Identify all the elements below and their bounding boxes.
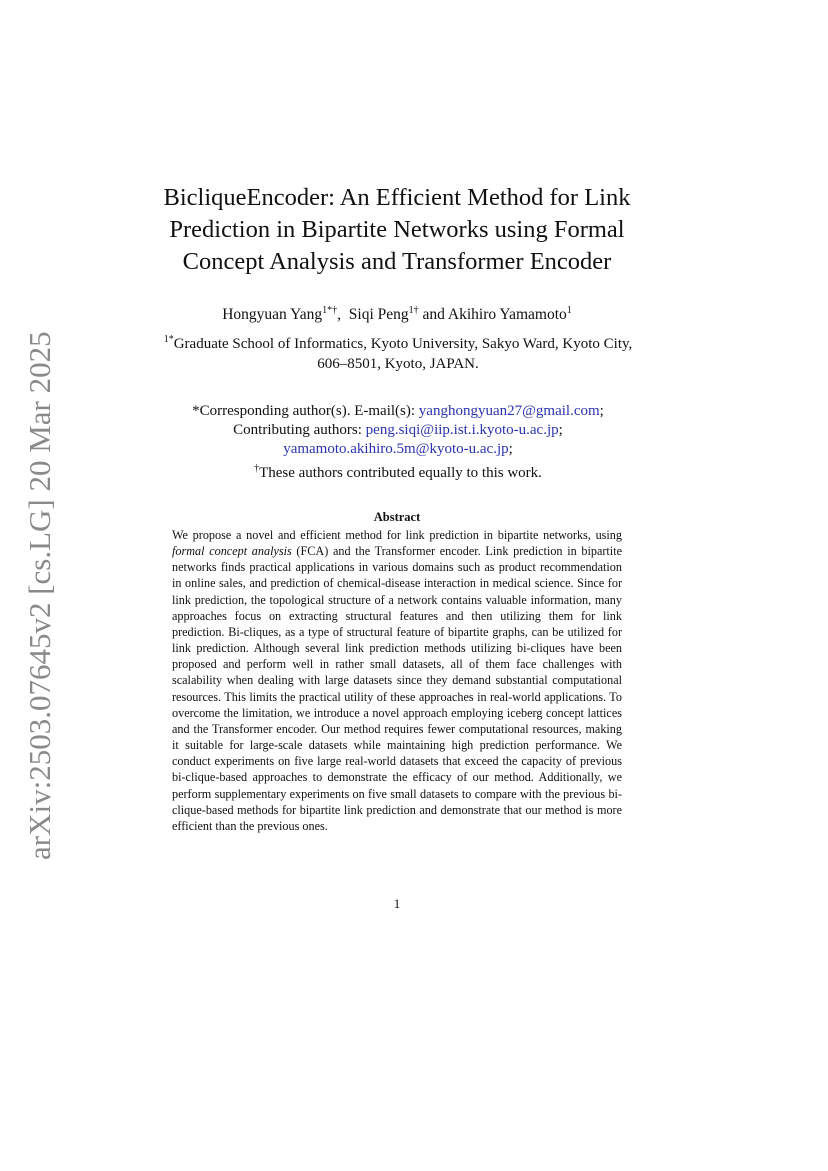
abstract-text: We propose a novel and efficient method for link prediction in bipartite networks, using — [172, 528, 622, 542]
corresponding-label: *Corresponding author(s). E-mail(s): — [192, 403, 419, 419]
author-mark: 1 — [566, 305, 572, 316]
dagger-mark: † — [254, 463, 260, 474]
title-line: Concept Analysis and Transformer Encoder — [182, 248, 612, 275]
contributing-label: Contributing authors: — [233, 422, 366, 438]
author-mark: 1† — [408, 305, 419, 316]
abstract-body — [172, 527, 622, 834]
equal-contribution-text: These authors contributed equally to this work. — [259, 465, 542, 481]
author-mark: 1*† — [322, 305, 338, 316]
abstract-heading: Abstract — [373, 510, 421, 524]
correspondence-block — [160, 402, 636, 483]
correspondence-line — [160, 421, 636, 440]
email-link-peng[interactable]: peng.siqi@iip.ist.i.kyoto-u.ac.jp — [365, 422, 559, 438]
punctuation: ; — [558, 422, 563, 438]
punctuation: ; — [508, 441, 513, 457]
author-name: Akihiro Yamamoto — [447, 306, 567, 324]
author-list — [150, 300, 644, 326]
page-number: 1 — [393, 896, 401, 911]
author-separator: and — [418, 306, 448, 324]
abstract-italic-term: formal concept analysis — [172, 544, 292, 559]
author-name: Hongyuan Yang — [222, 306, 323, 324]
punctuation: ; — [599, 403, 604, 419]
correspondence-line — [160, 402, 636, 421]
correspondence-line — [160, 440, 636, 459]
affiliation — [154, 330, 642, 374]
email-link-yamamoto[interactable]: yamamoto.akihiro.5m@kyoto-u.ac.jp — [283, 441, 509, 457]
affiliation-mark: 1* — [163, 334, 174, 345]
author-separator: , — [337, 306, 349, 324]
title-line: BicliqueEncoder: An Efficient Method for Link — [163, 184, 631, 211]
paper-title — [150, 182, 644, 278]
affiliation-text: Graduate School of Informatics, Kyoto University, Sakyo Ward, Kyoto City, 606–8501, Kyoto, JAPAN. — [173, 336, 633, 372]
author-name: Siqi Peng — [348, 306, 409, 324]
abstract-text: (FCA) and the Transformer encoder. Link prediction in bipartite networks finds practical applications in various domains such as product recommendation in online sales, and prediction of chemical-disease interaction in medical science. Since for link prediction, the topological structure of a network contains valuable information, many approaches focus on extracting structural features and then utilizing them for link prediction. Bi-cliques, as a type of structural feature of bipartite graphs, can be utilized for link prediction. Although several link prediction methods utilizing bi-cliques have been proposed and perform well in rather small datasets, all of them face challenges with scalability when dealing with large datasets since they demand substantial computational resources. This limits the practical utility of these approaches in real-world applications. To overcome the limitation, we introduce a novel approach employing iceberg concept lattices and the Transformer encoder. Our method requires fewer computational resources, making it suitable for large-scale datasets while maintaining high prediction performance. We conduct experiments on five large real-world datasets that exceed the capacity of previous bi-clique-based approaches to demonstrate the efficacy of our method. Additionally, we perform supplementary experiments on five small datasets to compare with the previous bi-clique-based methods for bipartite link prediction and demonstrate that our method is more efficient than the previous ones. — [172, 544, 622, 833]
arxiv-stamp: arXiv:2503.07645v2 [cs.LG] 20 Mar 2025 — [22, 331, 57, 860]
equal-contribution-note — [160, 459, 636, 483]
title-line: Prediction in Bipartite Networks using Formal — [169, 216, 625, 243]
email-link-yang[interactable]: yanghongyuan27@gmail.com — [418, 403, 600, 419]
